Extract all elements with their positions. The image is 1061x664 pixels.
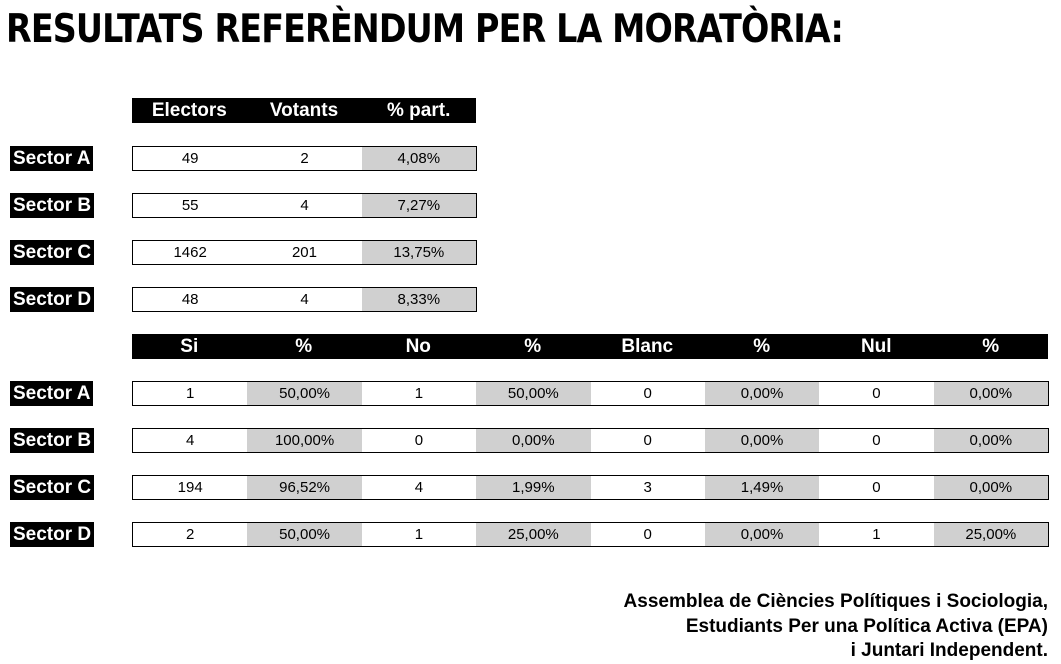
no-value: 1 xyxy=(414,526,424,543)
no-percent: 50,00% xyxy=(476,382,590,405)
no-value: 1 xyxy=(414,385,424,402)
results-header xyxy=(132,334,1048,359)
participation-row xyxy=(132,287,477,312)
nul-percent: 0,00% xyxy=(934,382,1048,405)
credits xyxy=(624,590,1048,664)
participation-header xyxy=(132,98,476,123)
electors-value: 55 xyxy=(181,197,199,214)
results-sector-c-label: Sector C xyxy=(10,475,94,500)
credits-line-3: i Juntari Independent. xyxy=(850,640,1048,661)
si-value: 194 xyxy=(177,479,203,496)
participation-sector-b-label: Sector B xyxy=(10,193,94,218)
header-part: % part. xyxy=(387,100,451,121)
part-value: 7,27% xyxy=(362,194,476,217)
header-electors: Electors xyxy=(151,100,227,121)
no-percent: 0,00% xyxy=(476,429,590,452)
nul-percent: 0,00% xyxy=(934,429,1048,452)
participation-row xyxy=(132,240,477,265)
participation-sector-d-label: Sector D xyxy=(10,287,94,312)
blanc-value: 0 xyxy=(643,526,652,543)
results-row xyxy=(132,428,1049,453)
si-percent: 50,00% xyxy=(247,382,361,405)
nul-value: 1 xyxy=(872,526,881,543)
part-value: 4,08% xyxy=(362,147,476,170)
credits-line-1: Assemblea de Ciències Polítiques i Sociologia, xyxy=(623,591,1048,612)
part-value: 8,33% xyxy=(362,288,476,311)
header-nul-percent: % xyxy=(982,336,1000,357)
header-votants: Votants xyxy=(269,100,339,121)
results-row xyxy=(132,381,1049,406)
header-nul: Nul xyxy=(860,336,892,357)
results-sector-b-label: Sector B xyxy=(10,428,94,453)
header-blanc: Blanc xyxy=(621,336,674,357)
nul-percent: 25,00% xyxy=(934,523,1048,546)
nul-value: 0 xyxy=(872,479,881,496)
blanc-value: 0 xyxy=(643,385,652,402)
nul-percent: 0,00% xyxy=(934,476,1048,499)
no-value: 0 xyxy=(414,432,424,449)
votants-value: 4 xyxy=(300,291,309,308)
votants-value: 201 xyxy=(291,244,317,261)
blanc-percent: 1,49% xyxy=(705,476,819,499)
si-percent: 50,00% xyxy=(247,523,361,546)
credits-line-2: Estudiants Per una Política Activa (EPA) xyxy=(685,615,1048,637)
results-sector-d-label: Sector D xyxy=(10,522,94,547)
participation-sector-c-label: Sector C xyxy=(10,240,94,265)
header-blanc-percent: % xyxy=(753,336,771,357)
header-no-percent: % xyxy=(524,336,542,357)
page-title: RESULTATS REFERÈNDUM PER LA MORATÒRIA: xyxy=(6,7,843,52)
si-value: 1 xyxy=(186,385,195,402)
participation-sector-a-label: Sector A xyxy=(10,146,93,171)
no-value: 4 xyxy=(414,479,424,496)
votants-value: 2 xyxy=(300,150,309,167)
si-value: 2 xyxy=(186,526,195,543)
no-percent: 25,00% xyxy=(476,523,590,546)
electors-value: 1462 xyxy=(173,244,207,261)
header-si-percent: % xyxy=(295,336,313,357)
header-no: No xyxy=(405,336,431,357)
electors-value: 49 xyxy=(181,150,199,167)
blanc-percent: 0,00% xyxy=(705,523,819,546)
si-percent: 100,00% xyxy=(247,429,361,452)
part-value: 13,75% xyxy=(362,241,476,264)
results-row xyxy=(132,475,1049,500)
blanc-value: 0 xyxy=(643,432,652,449)
si-value: 4 xyxy=(186,432,195,449)
participation-row xyxy=(132,193,477,218)
si-percent: 96,52% xyxy=(247,476,361,499)
votants-value: 4 xyxy=(300,197,309,214)
header-si: Si xyxy=(180,336,199,357)
electors-value: 48 xyxy=(181,291,199,308)
participation-row xyxy=(132,146,477,171)
nul-value: 0 xyxy=(872,385,881,402)
no-percent: 1,99% xyxy=(476,476,590,499)
results-sector-a-label: Sector A xyxy=(10,381,93,406)
nul-value: 0 xyxy=(872,432,881,449)
blanc-percent: 0,00% xyxy=(705,429,819,452)
blanc-value: 3 xyxy=(643,479,652,496)
results-row xyxy=(132,522,1049,547)
blanc-percent: 0,00% xyxy=(705,382,819,405)
